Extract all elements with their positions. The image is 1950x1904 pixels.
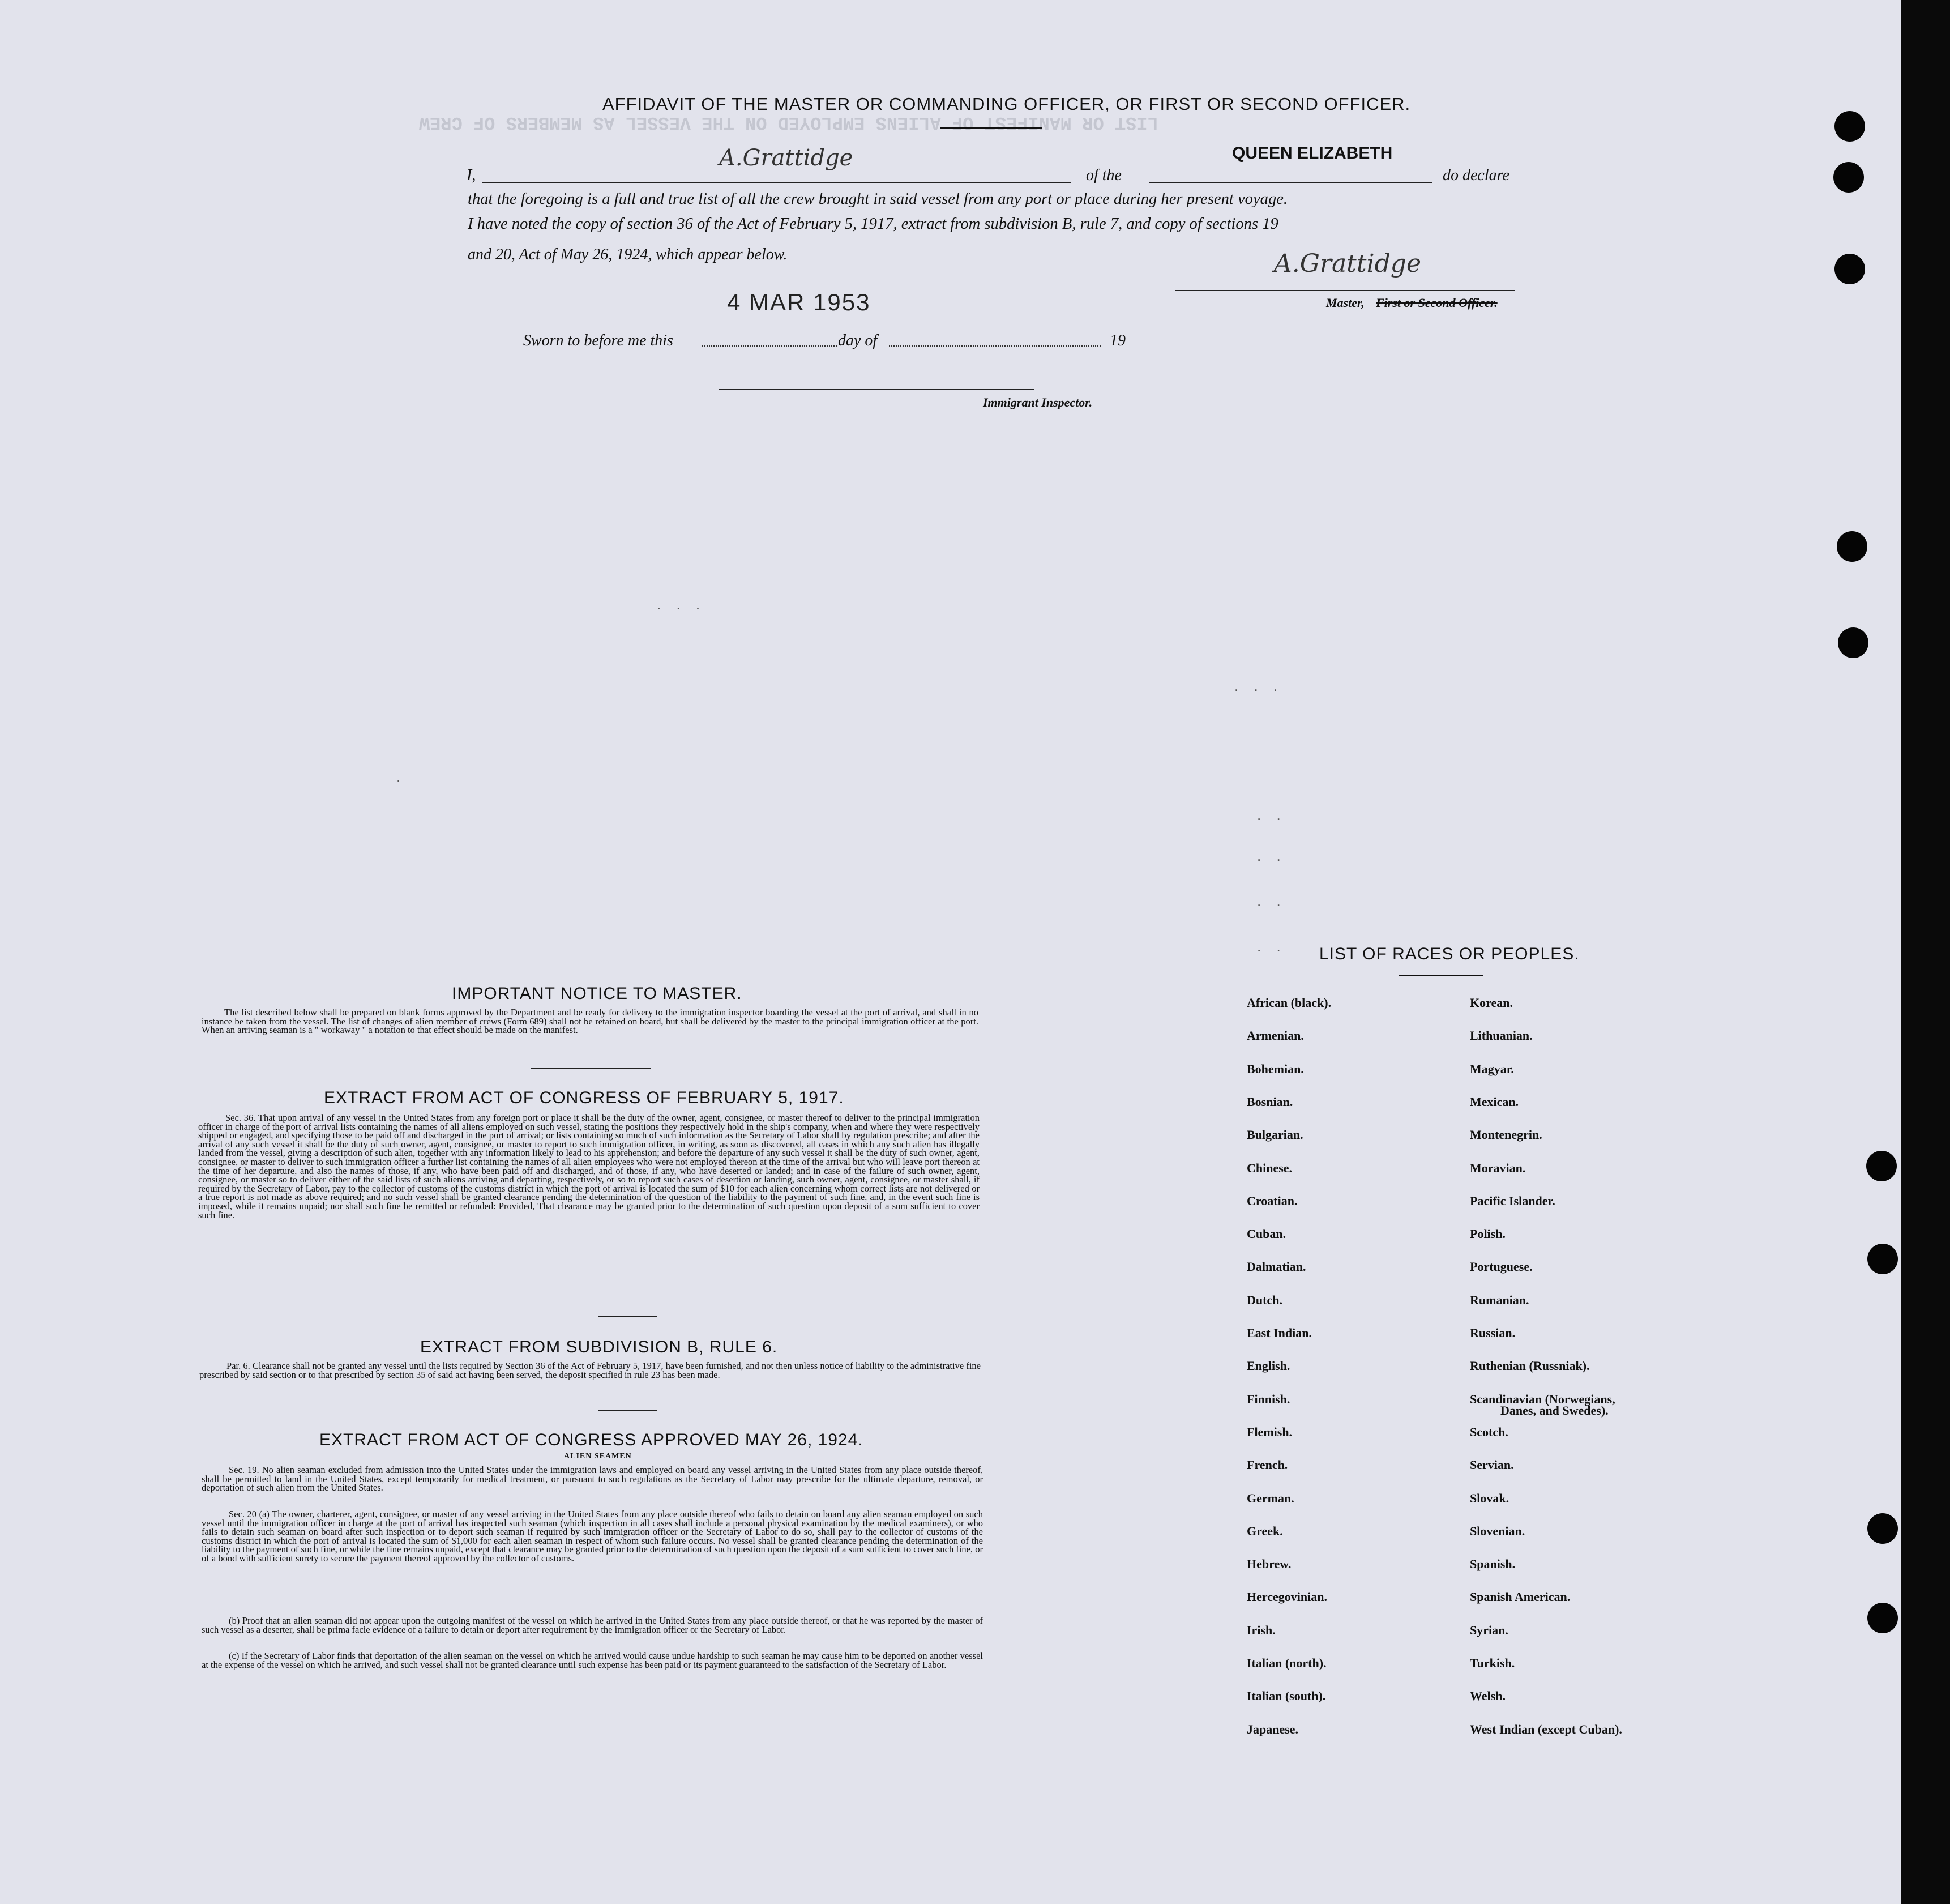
race-item: Servian. (1470, 1458, 1514, 1472)
race-item: Syrian. (1470, 1623, 1508, 1637)
race-item: Welsh. (1470, 1689, 1506, 1703)
binder-hole (1867, 1603, 1898, 1633)
race-item: Bohemian. (1247, 1062, 1304, 1076)
race-item: Cuban. (1247, 1227, 1286, 1241)
race-item: East Indian. (1247, 1326, 1312, 1340)
divider (531, 1068, 651, 1069)
race-item: Portuguese. (1470, 1260, 1533, 1274)
race-item: Moravian. (1470, 1161, 1526, 1175)
race-item: Russian. (1470, 1326, 1516, 1340)
race-item: Rumanian. (1470, 1293, 1529, 1307)
extract-1917-heading: EXTRACT FROM ACT OF CONGRESS OF FEBRUARY 5, 1917. (324, 1088, 844, 1107)
notice-heading: IMPORTANT NOTICE TO MASTER. (452, 984, 742, 1003)
race-item: Pacific Islander. (1470, 1194, 1555, 1208)
extract-1917-text: Sec. 36. That upon arrival of any vessel in the United States from any foreign port or place it shall be the duty of the owner, agent, consignee, or master thereof to deliver to the principal immigration officer in charge of the port of arrival lists containing the names of all aliens employed on such vessel, stating the positions they respectively hold in the ship's company, when and where they were respectively shipped or engaged, and specifying those to be paid off and discharged in the port of arrival; or lists containing so much of such information as the Secretary of Labor shall by regulation prescribe; and after the arrival of any such vessel it shall be the duty of such owner, agent, consignee, or master to report to such immigration officer, in writing, as soon as discovered, all cases in which any such alien has illegally landed from the vessel, giving a description of such alien, together with any information likely to lead to his apprehension; and before the departure of any such vessel it shall be the duty of such owner, agent, consignee, or master to deliver to such immigration officer a further list containing the names of all alien employees who were not employed thereon at the time of the arrival but who will leave port thereon at the time of her departure, and also the names of those, if any, who have been paid off and discharged, and of those, if any, who have deserted or landed; and in case of the failure of such owner, agent, consignee, or master so to deliver either of the said lists of such aliens arriving and departing, respectively, or so to report such cases of desertion or landing, such owner, agent, consignee, or master shall, if required by the Secretary of Labor, pay to the collector of customs of the customs district in which the port of arrival is located the sum of $10 for each alien concerning whom correct lists are not delivered or a true report is not made as above required; and no such vessel shall be granted clearance pending the determination of the question of the liability to the payment of such fine, and, in the event such fine is imposed, while it remains unpaid; nor shall such fine be remitted or refunded: Provided, That clearance may be granted prior to the determination of such question upon deposit of a sum sufficient to cover such fine. (198, 1112, 980, 1220)
divider (940, 127, 1042, 129)
master-label: Master, (1326, 296, 1365, 310)
faint-marks: . . (1257, 938, 1286, 955)
binder-hole (1837, 531, 1867, 562)
race-item: Finnish. (1247, 1392, 1290, 1406)
divider (1399, 975, 1483, 976)
race-item: Armenian. (1247, 1028, 1304, 1043)
race-item: Scandinavian (Norwegians, (1470, 1392, 1615, 1406)
alien-seamen-subheading: ALIEN SEAMEN (564, 1452, 632, 1461)
binder-hole (1834, 111, 1865, 142)
struck-officer-label: First or Second Officer. (1376, 296, 1498, 310)
race-item: Turkish. (1470, 1656, 1515, 1670)
master-name-line (482, 182, 1071, 183)
race-scandinavian-continued: Danes, and Swedes). (1500, 1403, 1609, 1418)
faint-marks: . . . (657, 596, 706, 613)
date-stamp: 4 MAR 1953 (727, 289, 871, 315)
sec-20c-text: (c) If the Secretary of Labor finds that deportation of the alien seaman on the vessel on which he arrived would cause undue hardship to such seaman he may cause him to be deported on another vessel at the expense of the vessel on which he arrived, and such vessel shall not be granted clearance until such expense has been paid or its payment guaranteed to the satisfaction of the Secretary of Labor. (202, 1650, 983, 1670)
binder-hole (1867, 1244, 1898, 1274)
race-item: Korean. (1470, 996, 1513, 1010)
race-item: Italian (north). (1247, 1656, 1327, 1670)
race-item: Irish. (1247, 1623, 1276, 1637)
declare-label: do declare (1443, 167, 1509, 184)
race-item: Magyar. (1470, 1062, 1515, 1076)
divider (598, 1410, 657, 1411)
race-item: Bulgarian. (1247, 1128, 1303, 1142)
binder-hole (1866, 1151, 1897, 1181)
race-item: Slovak. (1470, 1491, 1509, 1505)
binder-hole (1867, 1513, 1898, 1544)
binder-hole (1834, 254, 1865, 284)
binder-hole (1833, 162, 1864, 193)
race-item: Japanese. (1247, 1722, 1299, 1736)
race-item: Spanish. (1470, 1557, 1516, 1571)
affidavit-title: AFFIDAVIT OF THE MASTER OR COMMANDING OFFICER, OR FIRST OR SECOND OFFICER. (602, 94, 1411, 114)
divider (598, 1316, 657, 1317)
race-item: Spanish American. (1470, 1590, 1571, 1604)
faint-marks: . . (1257, 806, 1286, 823)
year-label: 19 (1110, 332, 1126, 349)
faint-marks: . (396, 768, 407, 785)
race-item: Flemish. (1247, 1425, 1293, 1439)
race-item: Polish. (1470, 1227, 1506, 1241)
race-item: Hercegovinian. (1247, 1590, 1327, 1604)
race-item: West Indian (except Cuban). (1470, 1722, 1622, 1736)
race-item: Mexican. (1470, 1095, 1519, 1109)
race-item: Slovenian. (1470, 1524, 1525, 1538)
affidavit-line-2: that the foregoing is a full and true list of all the crew brought in said vessel from any port or place during her present voyage. (468, 190, 1288, 208)
race-item: Montenegrin. (1470, 1128, 1542, 1142)
sec-20a-text: Sec. 20 (a) The owner, charterer, agent, consignee, or master of any vessel arriving in the United States from any place outside thereof who fails to detain on board any alien seaman employed on such vessel until the immigration officer in charge at the port of arrival has inspected such seaman (which inspection in all cases shall include a personal physical examination by the medical examiners), or who fails to detain such seaman on board after such inspection or to deport such seaman if required by such immigration officer or the Secretary of Labor to do so, shall pay to the collector of customs of the customs district in which the port of arrival is located the sum of $1,000 for each alien seaman in respect of whom such failure occurs. No vessel shall be granted clearance pending the determination of the liability to the payment of such fine, or while the fine remains unpaid, except that clearance may be granted prior to the determination of such question upon the deposit of a sum sufficient to cover such fine, or of a bond with sufficient surety to secure the payment thereof approved by the collector of customs. (202, 1509, 983, 1564)
race-item: African (black). (1247, 996, 1332, 1010)
of-the-label: of the (1086, 167, 1122, 184)
signature-line (1175, 290, 1515, 291)
sworn-month-line (889, 345, 1101, 347)
vessel-name: QUEEN ELIZABETH (1232, 144, 1393, 163)
subdivision-text: Par. 6. Clearance shall not be granted any vessel until the lists required by Section 36 of the Act of February 5, 1917, have been furnished, and not then unless notice of liability to the administrative fine prescribed by said section or to that prescribed by section 35 of said act having been served, the deposit specified in rule 23 has been made. (199, 1360, 981, 1380)
affidavit-line-4: and 20, Act of May 26, 1924, which appear below. (468, 246, 788, 263)
faint-marks: . . (1257, 847, 1286, 864)
race-item: Ruthenian (Russniak). (1470, 1359, 1590, 1373)
affidavit-line-3: I have noted the copy of section 36 of the Act of February 5, 1917, extract from subdivision B, rule 7, and copy of sections 19 (468, 215, 1278, 233)
subdivision-heading: EXTRACT FROM SUBDIVISION B, RULE 6. (420, 1338, 778, 1356)
race-item: German. (1247, 1491, 1294, 1505)
race-item: Chinese. (1247, 1161, 1293, 1175)
bleed-through-title: LIST OR MANIFEST OF ALIENS EMPLOYED ON THE VESSEL AS MEMBERS OF CREW (419, 112, 1158, 133)
sworn-label: Sworn to before me this (523, 332, 673, 349)
race-item: Greek. (1247, 1524, 1283, 1538)
race-item: Dalmatian. (1247, 1260, 1306, 1274)
race-item: Dutch. (1247, 1293, 1282, 1307)
faint-marks: . . . (1234, 677, 1284, 694)
binder-hole (1838, 627, 1868, 658)
notice-text: The list described below shall be prepared on blank forms approved by the Department and be ready for delivery to the immigration inspector boarding the vessel at the port of arrival, and shall in no instance be taken from the vessel. The list of changes of alien member of crews (Form 689) shall not be retained on board, but shall be delivered by the master to the principal immigration officer at the port. When an arriving seaman is a " workaway " a notation to that effect should be made on the manifest. (202, 1007, 978, 1036)
sec-19-text: Sec. 19. No alien seaman excluded from admission into the United States under the immigration laws and employed on board any vessel arriving in the United States from any place outside thereof, shall be permitted to land in the United States, except temporarily for medical treatment, or pursuant to such regulations as the Secretary of Labor may prescribe for the ultimate departure, removal, or deportation of such alien from the United States. (202, 1465, 983, 1493)
sworn-day-line (702, 345, 837, 347)
race-item: Bosnian. (1247, 1095, 1293, 1109)
master-signature-2: A.Grattidge (1274, 249, 1421, 278)
inspector-signature-line (719, 389, 1034, 390)
affidavit-i-label: I, (467, 167, 476, 184)
inspector-label: Immigrant Inspector. (983, 395, 1093, 409)
day-of-label: day of (838, 332, 878, 349)
race-item: Italian (south). (1247, 1689, 1326, 1703)
master-signature: A.Grattidge (719, 145, 853, 171)
sec-20b-text: (b) Proof that an alien seaman did not appear upon the outgoing manifest of the vessel on which he arrived in the United States from any place outside thereof, or that he was reported by the master of such vessel as a deserter, shall be prima facie evidence of a failure to detain or deport after requirement by the immigration officer or the Secretary of Labor. (202, 1615, 983, 1635)
race-item: English. (1247, 1359, 1290, 1373)
faint-marks: . . (1257, 893, 1286, 910)
race-item: Croatian. (1247, 1194, 1298, 1208)
races-heading: LIST OF RACES OR PEOPLES. (1319, 945, 1580, 963)
race-item: Lithuanian. (1470, 1028, 1533, 1043)
race-item: French. (1247, 1458, 1288, 1472)
vessel-name-line (1149, 182, 1432, 183)
extract-1924-heading: EXTRACT FROM ACT OF CONGRESS APPROVED MAY 26, 1924. (319, 1431, 863, 1449)
race-item: Hebrew. (1247, 1557, 1292, 1571)
race-item: Scotch. (1470, 1425, 1508, 1439)
